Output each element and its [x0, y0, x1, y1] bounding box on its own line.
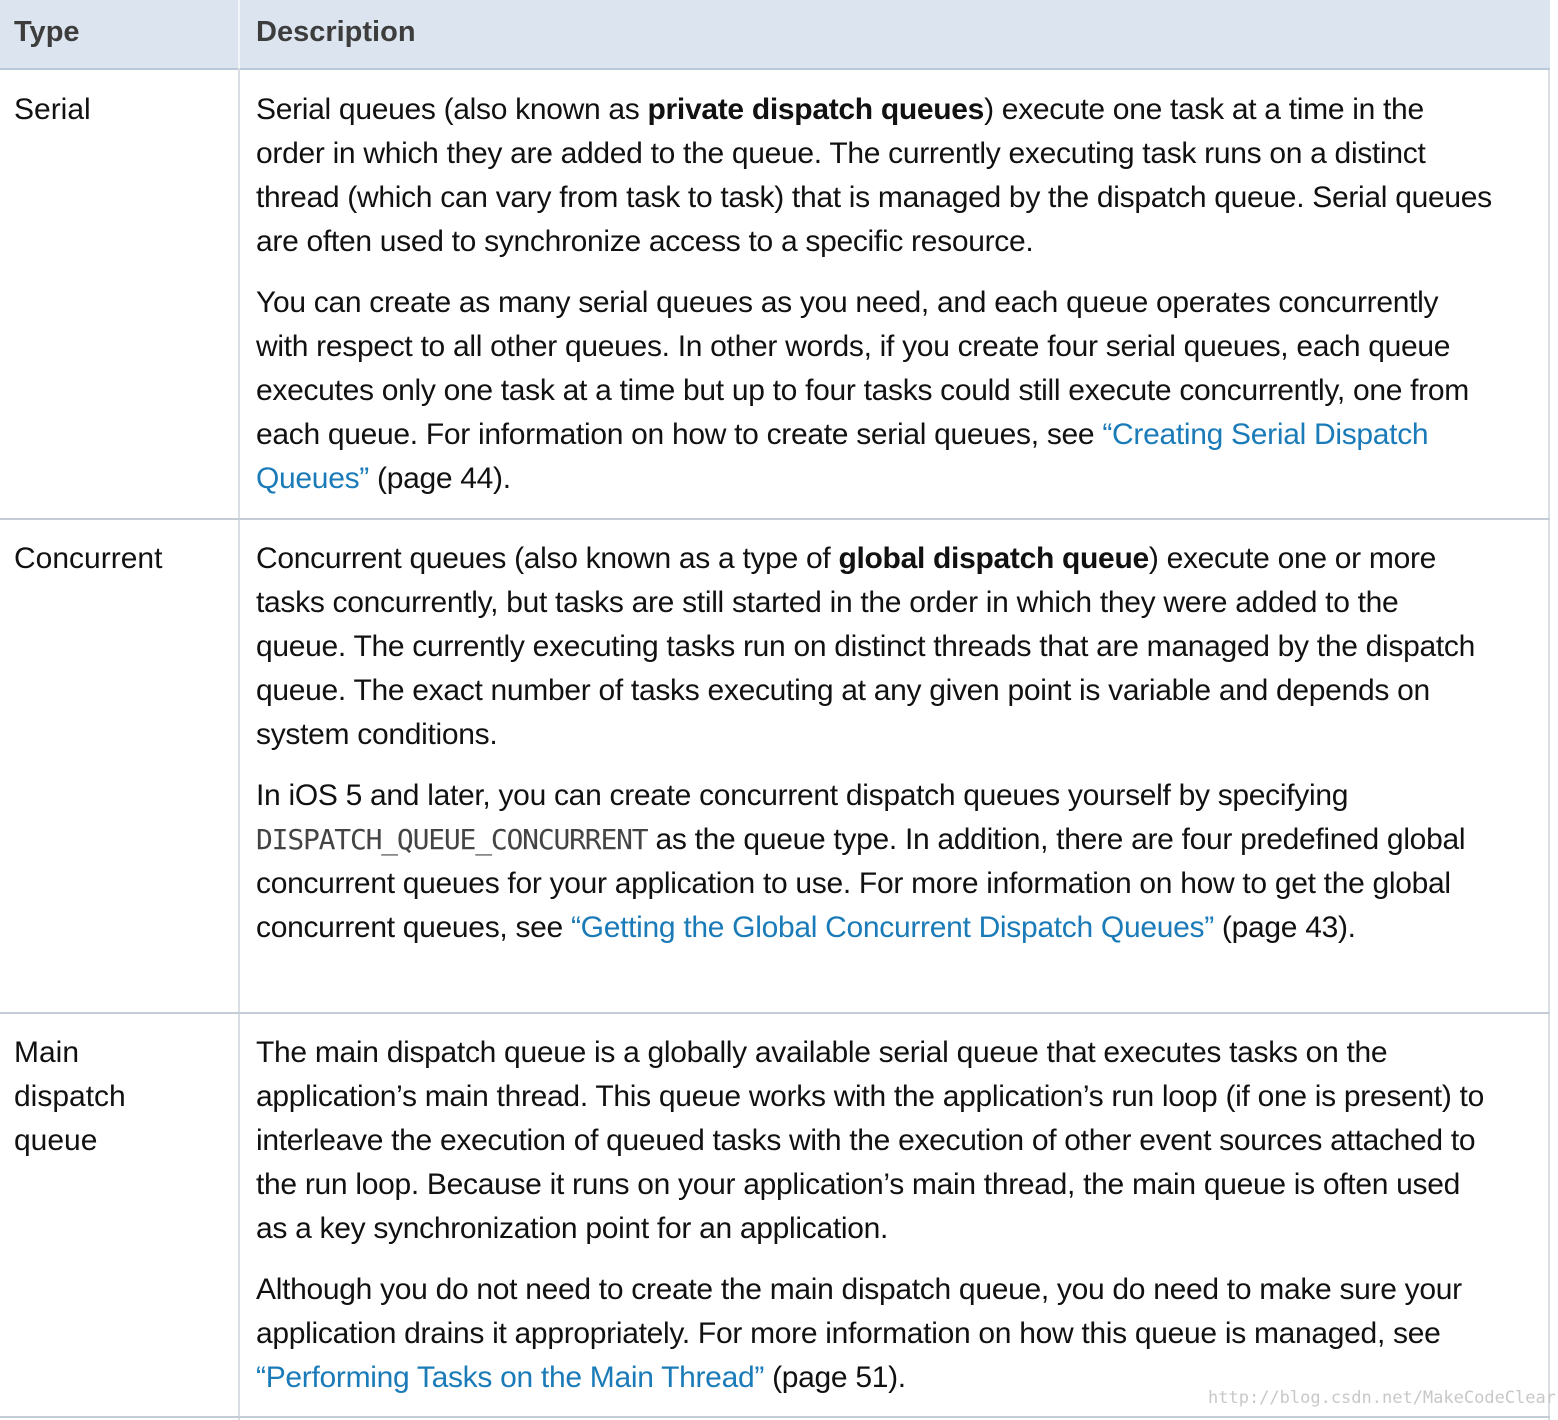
row-main-desc-p1 [256, 1031, 1496, 1251]
row-serial-desc-p1 [256, 88, 1496, 264]
code-constant: DISPATCH_QUEUE_CONCURRENT [256, 823, 648, 856]
header-type: Type [14, 16, 80, 48]
row-divider [0, 1012, 1550, 1014]
text: as the queue type. In addition, there are four predefined global concurrent queues for your application to use. For more information on how to get the global concurrent queues, see [256, 823, 1466, 944]
text: ) execute one or more tasks concurrently, but tasks are still started in the order in which they were added to the queue. The currently executing tasks run on distinct threads that are managed by the dispatch queue. The exact number of tasks executing at any given point is variable and depends on system conditions. [256, 542, 1475, 751]
text: ) execute one task at a time in the order in which they are added to the queue. The currently executing task runs on a distinct thread (which can vary from task to task) that is managed by the dispatch queue. Serial queues are often used to synchronize access to a specific resource. [256, 93, 1492, 258]
row-serial-desc-p2 [256, 281, 1496, 501]
table-header-row [0, 0, 1550, 70]
row-divider [0, 1416, 1550, 1418]
watermark: http://blog.csdn.net/MakeCodeClear [1208, 1388, 1556, 1408]
text: You can create as many serial queues as you need, and each queue operates concurrently with respect to all other queues. In other words, if you create four serial queues, each queue executes only one task at a time but up to four tasks could still execute concurrently, one from each queue. For information on how to create serial queues, see [256, 286, 1469, 451]
row-main-desc-p2 [256, 1268, 1496, 1400]
text: Serial queues (also known as [256, 93, 648, 126]
bold-term: private dispatch queues [647, 93, 985, 126]
text: (page 44). [368, 462, 511, 495]
row-divider [0, 518, 1550, 520]
bold-term: global dispatch queue [838, 542, 1149, 575]
row-concurrent-desc-p2 [256, 774, 1496, 950]
link-performing-tasks-main-thread[interactable]: “Performing Tasks on the Main Thread” [256, 1361, 765, 1394]
row-concurrent-desc-p1 [256, 537, 1496, 757]
row-concurrent-type: Concurrent [14, 542, 163, 575]
text: (page 51). [764, 1361, 906, 1394]
link-getting-global-concurrent-queues[interactable]: “Getting the Global Concurrent Dispatch Queues” [570, 911, 1214, 944]
text: Although you do not need to create the main dispatch queue, you do need to make sure your application drains it appropriately. For more information on how this queue is managed, see [256, 1273, 1462, 1350]
text: The main dispatch queue is a globally available serial queue that executes tasks on the application’s main thread. This queue works with the application’s run loop (if one is present) to interleave the execution of queued tasks with the execution of other event sources attached to the run loop. Because it runs on your application’s main thread, the main queue is often used as a key synchronization point for an application. [256, 1036, 1484, 1245]
header-column-divider [238, 0, 240, 68]
column-divider [238, 0, 240, 1420]
row-serial-type: Serial [14, 93, 91, 126]
text: (page 43). [1213, 911, 1356, 944]
text: In iOS 5 and later, you can create concurrent dispatch queues yourself by specifying [256, 779, 1349, 812]
row-main-type: Main dispatch queue [14, 1036, 126, 1157]
text: Concurrent queues (also known as a type of [256, 542, 839, 575]
table-right-border [1548, 70, 1550, 1420]
header-description: Description [256, 16, 416, 48]
link-creating-serial-dispatch-queues[interactable]: “Creating Serial Dispatch Queues” [256, 418, 1429, 495]
